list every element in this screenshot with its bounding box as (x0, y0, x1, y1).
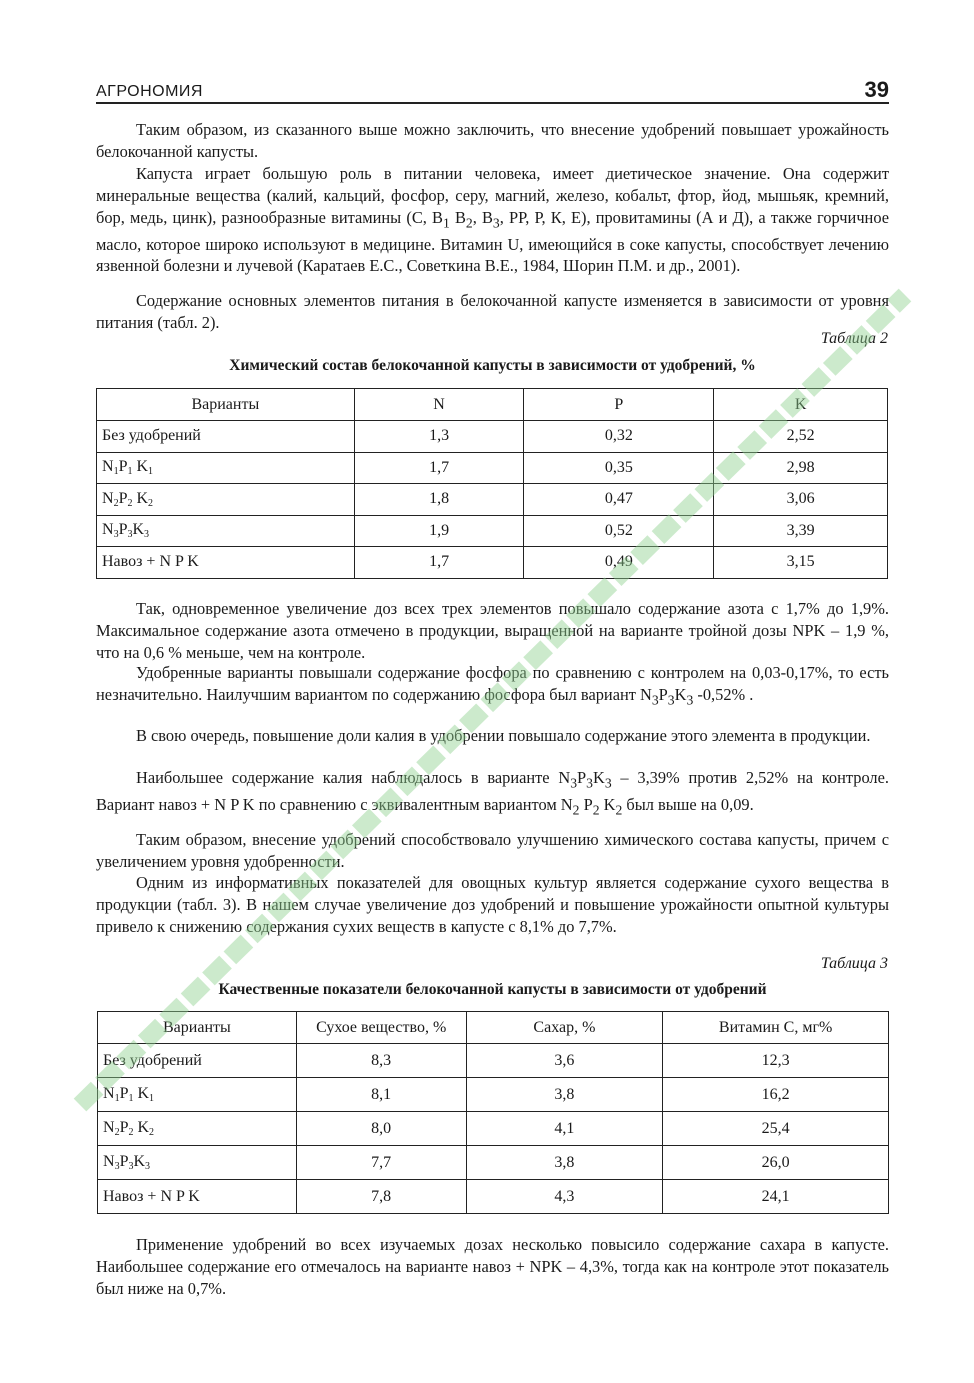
table-2-cell: 1,9 (354, 515, 524, 547)
page-number: 39 (864, 77, 889, 102)
table-2-cell: 2,98 (714, 452, 888, 484)
table-2-cell: 1,8 (354, 484, 524, 516)
paragraph-9: Одним из информативных показателей для овощных культур является содержание сухого вещества в продукции (табл. 3). В нашем случае увеличение доз удобрений и повышение урожайности опытной культуры привело к снижению содержания сухих веществ в капусте с 8,1% до 7,7%. (96, 873, 889, 936)
table-3-cell: 8,3 (296, 1044, 466, 1078)
paragraph-5: Удобренные варианты повышали содержание фосфора по сравнению с контролем на 0,03-0,17%, то есть незначительно. Наилучшим вариантом по содержанию фосфора был вариант $N_3P_3K_3$ -0,52% . (96, 663, 889, 708)
table-2-header-row (97, 389, 888, 421)
table-row (98, 1146, 889, 1180)
paragraph-7: Наибольшее содержание калия наблюдалось в варианте $N_3P_3K_3 - 3,39\%$ против 2,52% на контроле. Вариант навоз + N P K по сравнению с эквивалентным вариантом $N_2$ $P_2$ $K_2$ был выше на 0,09. (96, 768, 889, 818)
table-3-header-vitamin-c: Витамин С, мг% (663, 1012, 889, 1044)
table-row (97, 484, 888, 516)
table-3-cell: 4,3 (466, 1180, 663, 1214)
paragraph-1: Таким образом, из сказанного выше можно заключить, что внесение удобрений повышает урожайность белокочанной капусты. (96, 120, 889, 161)
table-2-variant: Без удобрений (97, 421, 355, 453)
table-3-variant: $N_2P_2$ $K_2$ (98, 1112, 297, 1146)
table-3-cell: 24,1 (663, 1180, 889, 1214)
table-2-header-n: N (354, 389, 524, 421)
table-3-caption: Качественные показатели белокочанной капусты в зависимости от удобрений (218, 981, 767, 998)
table-2-cell: 1,7 (354, 452, 524, 484)
paragraph-2: Капуста играет большую роль в питании человека, имеет диетическое значение. Она содержит минеральные вещества (калий, кальций, фосфор, серу, магний, железо, кобальт, фтор, йод, мышьяк, кремний, бор, медь, цинк), разнообразные витамины (С, $В_1$ $В_2$, $В_3$, РР, Р, К, Е), провитамины (А и Д), а также горчичное масло, которое широко используют в медицине. Витамин U, имеющийся в соке капусты, способствует лечению язвенной болезни и лучевой (Каратаев Е.С., Советкина В.Е., 1984, Шорин П.М. и др., 2001). (96, 164, 890, 276)
paragraph-3: Содержание основных элементов питания в белокочанной капусте изменяется в зависимости от уровня питания (табл. 2). (96, 291, 889, 332)
table-3-variant: Навоз + N P K (98, 1180, 297, 1214)
table-2-cell: 1,3 (354, 421, 524, 453)
table-3-cell: 25,4 (663, 1112, 889, 1146)
table-2-caption: Химический состав белокочанной капусты в зависимости от удобрений, % (229, 357, 756, 374)
table-3-variant: $N_3P_3K_3$ (98, 1146, 297, 1180)
table-row (97, 515, 888, 547)
paragraph-4: Так, одновременное увеличение доз всех трех элементов повышало содержание азота с 1,7% до 1,9%. Максимальное содержание азота отмечено в продукции, выращенной на варианте тройной дозы NPK – 1,9 %, что на 0,6 % меньше, чем на контроле. (96, 599, 889, 662)
paragraph-8: Таким образом, внесение удобрений способствовало улучшению химического состава капусты, причем с увеличением уровня удобренности. (96, 830, 889, 871)
table-2-cell: 3,06 (714, 484, 888, 516)
table-3-cell: 7,7 (296, 1146, 466, 1180)
table-2 (96, 388, 888, 579)
table-2-header-p: P (524, 389, 714, 421)
table-3-variant: Без удобрений (98, 1044, 297, 1078)
table-2-cell: 0,32 (524, 421, 714, 453)
table-3-cell: 8,0 (296, 1112, 466, 1146)
table-3-cell: 8,1 (296, 1078, 466, 1112)
table-2-header-k: K (714, 389, 888, 421)
table-2-cell: 0,52 (524, 515, 714, 547)
table-2-cell: 2,52 (714, 421, 888, 453)
table-3-cell: 3,6 (466, 1044, 663, 1078)
table-2-cell: 3,39 (714, 515, 888, 547)
table-2-variant: $N_2P_2$ $K_2$ (97, 484, 355, 516)
table-2-cell: 0,47 (524, 484, 714, 516)
table-2-variant: $N_1P_1$ $K_1$ (97, 452, 355, 484)
table-2-variant: Навоз + N P K (97, 547, 355, 579)
section-title: АГРОНОМИЯ (96, 83, 203, 100)
table-2-cell: 3,15 (714, 547, 888, 579)
table-2-variant: $N_3P_3K_3$ (97, 515, 355, 547)
table-row (98, 1112, 889, 1146)
table-3-cell: 4,1 (466, 1112, 663, 1146)
table-2-cell: 0,49 (524, 547, 714, 579)
table-3-cell: 3,8 (466, 1078, 663, 1112)
table-row (97, 421, 888, 453)
table-3-cell: 26,0 (663, 1146, 889, 1180)
paragraph-10: Применение удобрений во всех изучаемых дозах несколько повысило содержание сахара в капусте. Наибольшее содержание его отмечалось на варианте навоз + NPK – 4,3%, тогда как на контроле этот показатель был ниже на 0,7%. (96, 1235, 889, 1298)
table-2-label: Таблица 2 (820, 330, 888, 347)
table-3-header-row (98, 1012, 889, 1044)
table-3-cell: 3,8 (466, 1146, 663, 1180)
table-2-cell: 1,7 (354, 547, 524, 579)
paragraph-6: В свою очередь, повышение доли калия в удобрении повышало содержание этого элемента в продукции. (136, 726, 871, 745)
table-3-cell: 12,3 (663, 1044, 889, 1078)
running-header (96, 76, 889, 104)
table-3-header-sugar: Сахар, % (466, 1012, 663, 1044)
table-3-header-variants: Варианты (98, 1012, 297, 1044)
table-3-variant: $N_1P_1$ $K_1$ (98, 1078, 297, 1112)
table-row (98, 1044, 889, 1078)
table-3-label: Таблица 3 (820, 955, 888, 972)
table-3 (97, 1011, 889, 1214)
table-2-header-variants: Варианты (97, 389, 355, 421)
table-row (97, 547, 888, 579)
table-3-cell: 16,2 (663, 1078, 889, 1112)
table-3-cell: 7,8 (296, 1180, 466, 1214)
table-3-header-dry-matter: Сухое вещество, % (296, 1012, 466, 1044)
table-2-cell: 0,35 (524, 452, 714, 484)
table-row (98, 1078, 889, 1112)
table-row (98, 1180, 889, 1214)
table-row (97, 452, 888, 484)
